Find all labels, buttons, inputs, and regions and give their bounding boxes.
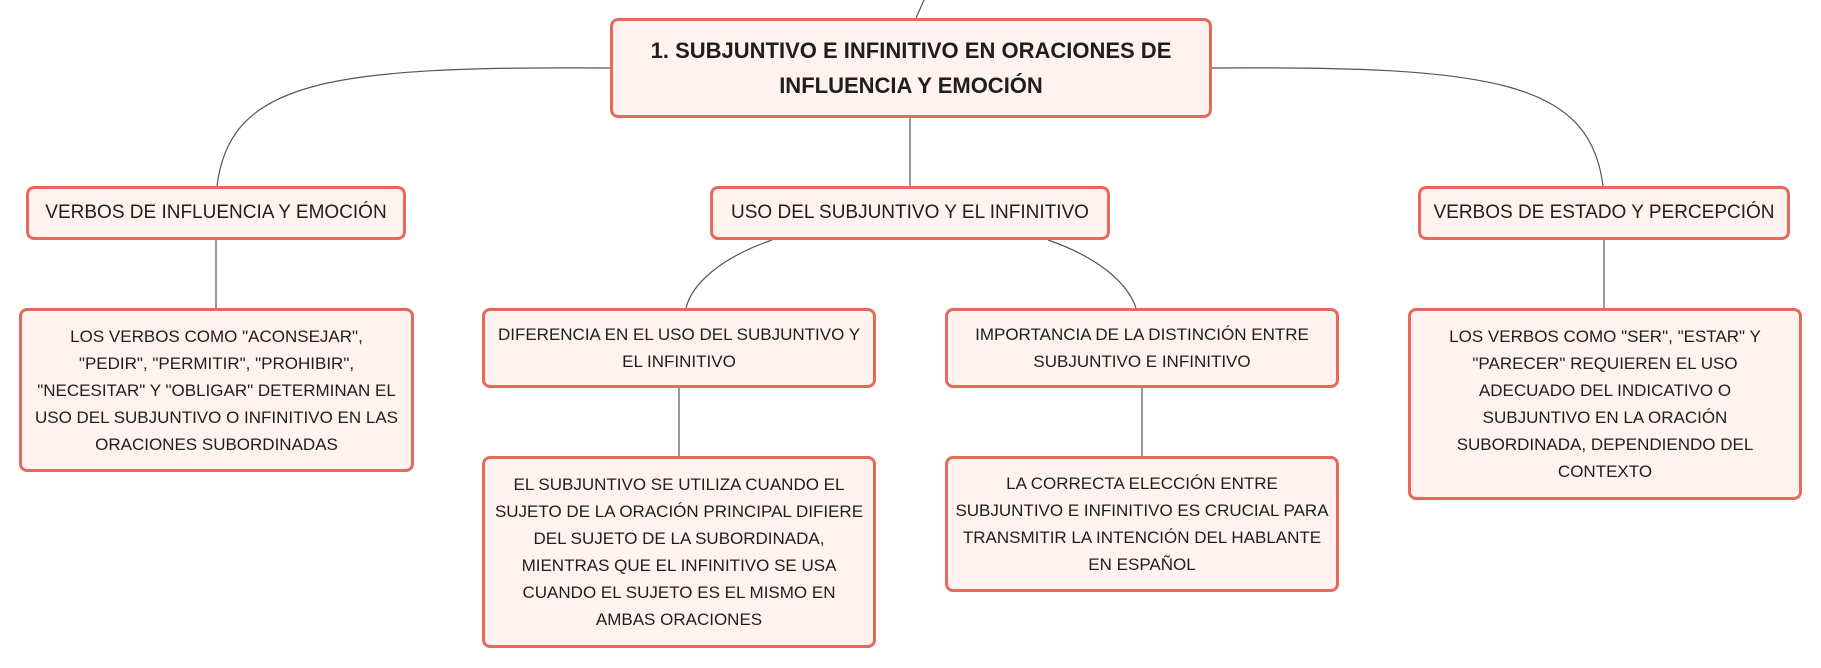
connector-uso-to-importancia [1048, 240, 1136, 308]
connector-root-to-estado [1212, 68, 1603, 186]
subbranch-importancia-label: IMPORTANCIA DE LA DISTINCIÓN ENTRE SUBJUNTIVO E INFINITIVO [975, 325, 1309, 371]
detail-diferencia[interactable] [482, 456, 876, 648]
subbranch-diferencia[interactable] [482, 308, 876, 388]
branch-verbos-influencia[interactable] [26, 186, 406, 240]
subbranch-diferencia-label: DIFERENCIA EN EL USO DEL SUBJUNTIVO Y EL INFINITIVO [497, 325, 861, 371]
detail-importancia-text: LA CORRECTA ELECCIÓN ENTRE SUBJUNTIVO E INFINITIVO ES CRUCIAL PARA TRANSMITIR LA INTENCIÓN DEL HABLANTE EN ESPAÑOL [955, 474, 1329, 574]
connector-uso-to-diferencia [686, 240, 772, 308]
branch-uso-subjuntivo[interactable] [710, 186, 1110, 240]
root-topic[interactable] [610, 18, 1212, 118]
subbranch-importancia[interactable] [945, 308, 1339, 388]
connector-parent-to-root [916, 0, 924, 18]
connector-root-to-influencia [217, 68, 610, 186]
branch-verbos-estado-label: VERBOS DE ESTADO Y PERCEPCIÓN [1433, 202, 1775, 223]
detail-verbos-influencia-text: LOS VERBOS COMO "ACONSEJAR", "PEDIR", "PERMITIR", "PROHIBIR", "NECESITAR" Y "OBLIGAR" DETERMINAN EL USO DEL SUBJUNTIVO O INFINITIVO EN LAS ORACIONES SUBORDINADAS [34, 326, 399, 454]
root-topic-label: 1. SUBJUNTIVO E INFINITIVO EN ORACIONES DE INFLUENCIA Y EMOCIÓN [650, 38, 1172, 98]
detail-verbos-estado[interactable] [1408, 308, 1802, 500]
branch-uso-subjuntivo-label: USO DEL SUBJUNTIVO Y EL INFINITIVO [731, 202, 1089, 223]
detail-verbos-estado-text: LOS VERBOS COMO "SER", "ESTAR" Y "PARECER" REQUIEREN EL USO ADECUADO DEL INDICATIVO O SUBJUNTIVO EN LA ORACIÓN SUBORDINADA, DEPENDIENDO DEL CONTEXTO [1449, 327, 1761, 481]
branch-verbos-influencia-label: VERBOS DE INFLUENCIA Y EMOCIÓN [45, 202, 387, 223]
branch-verbos-estado[interactable] [1418, 186, 1790, 240]
detail-verbos-influencia[interactable] [19, 308, 414, 472]
detail-importancia[interactable] [945, 456, 1339, 592]
detail-diferencia-text: EL SUBJUNTIVO SE UTILIZA CUANDO EL SUJETO DE LA ORACIÓN PRINCIPAL DIFIERE DEL SUJETO DE LA SUBORDINADA, MIENTRAS QUE EL INFINITIVO SE USA CUANDO EL SUJETO ES EL MISMO EN AMBAS ORACIONES [494, 475, 864, 629]
